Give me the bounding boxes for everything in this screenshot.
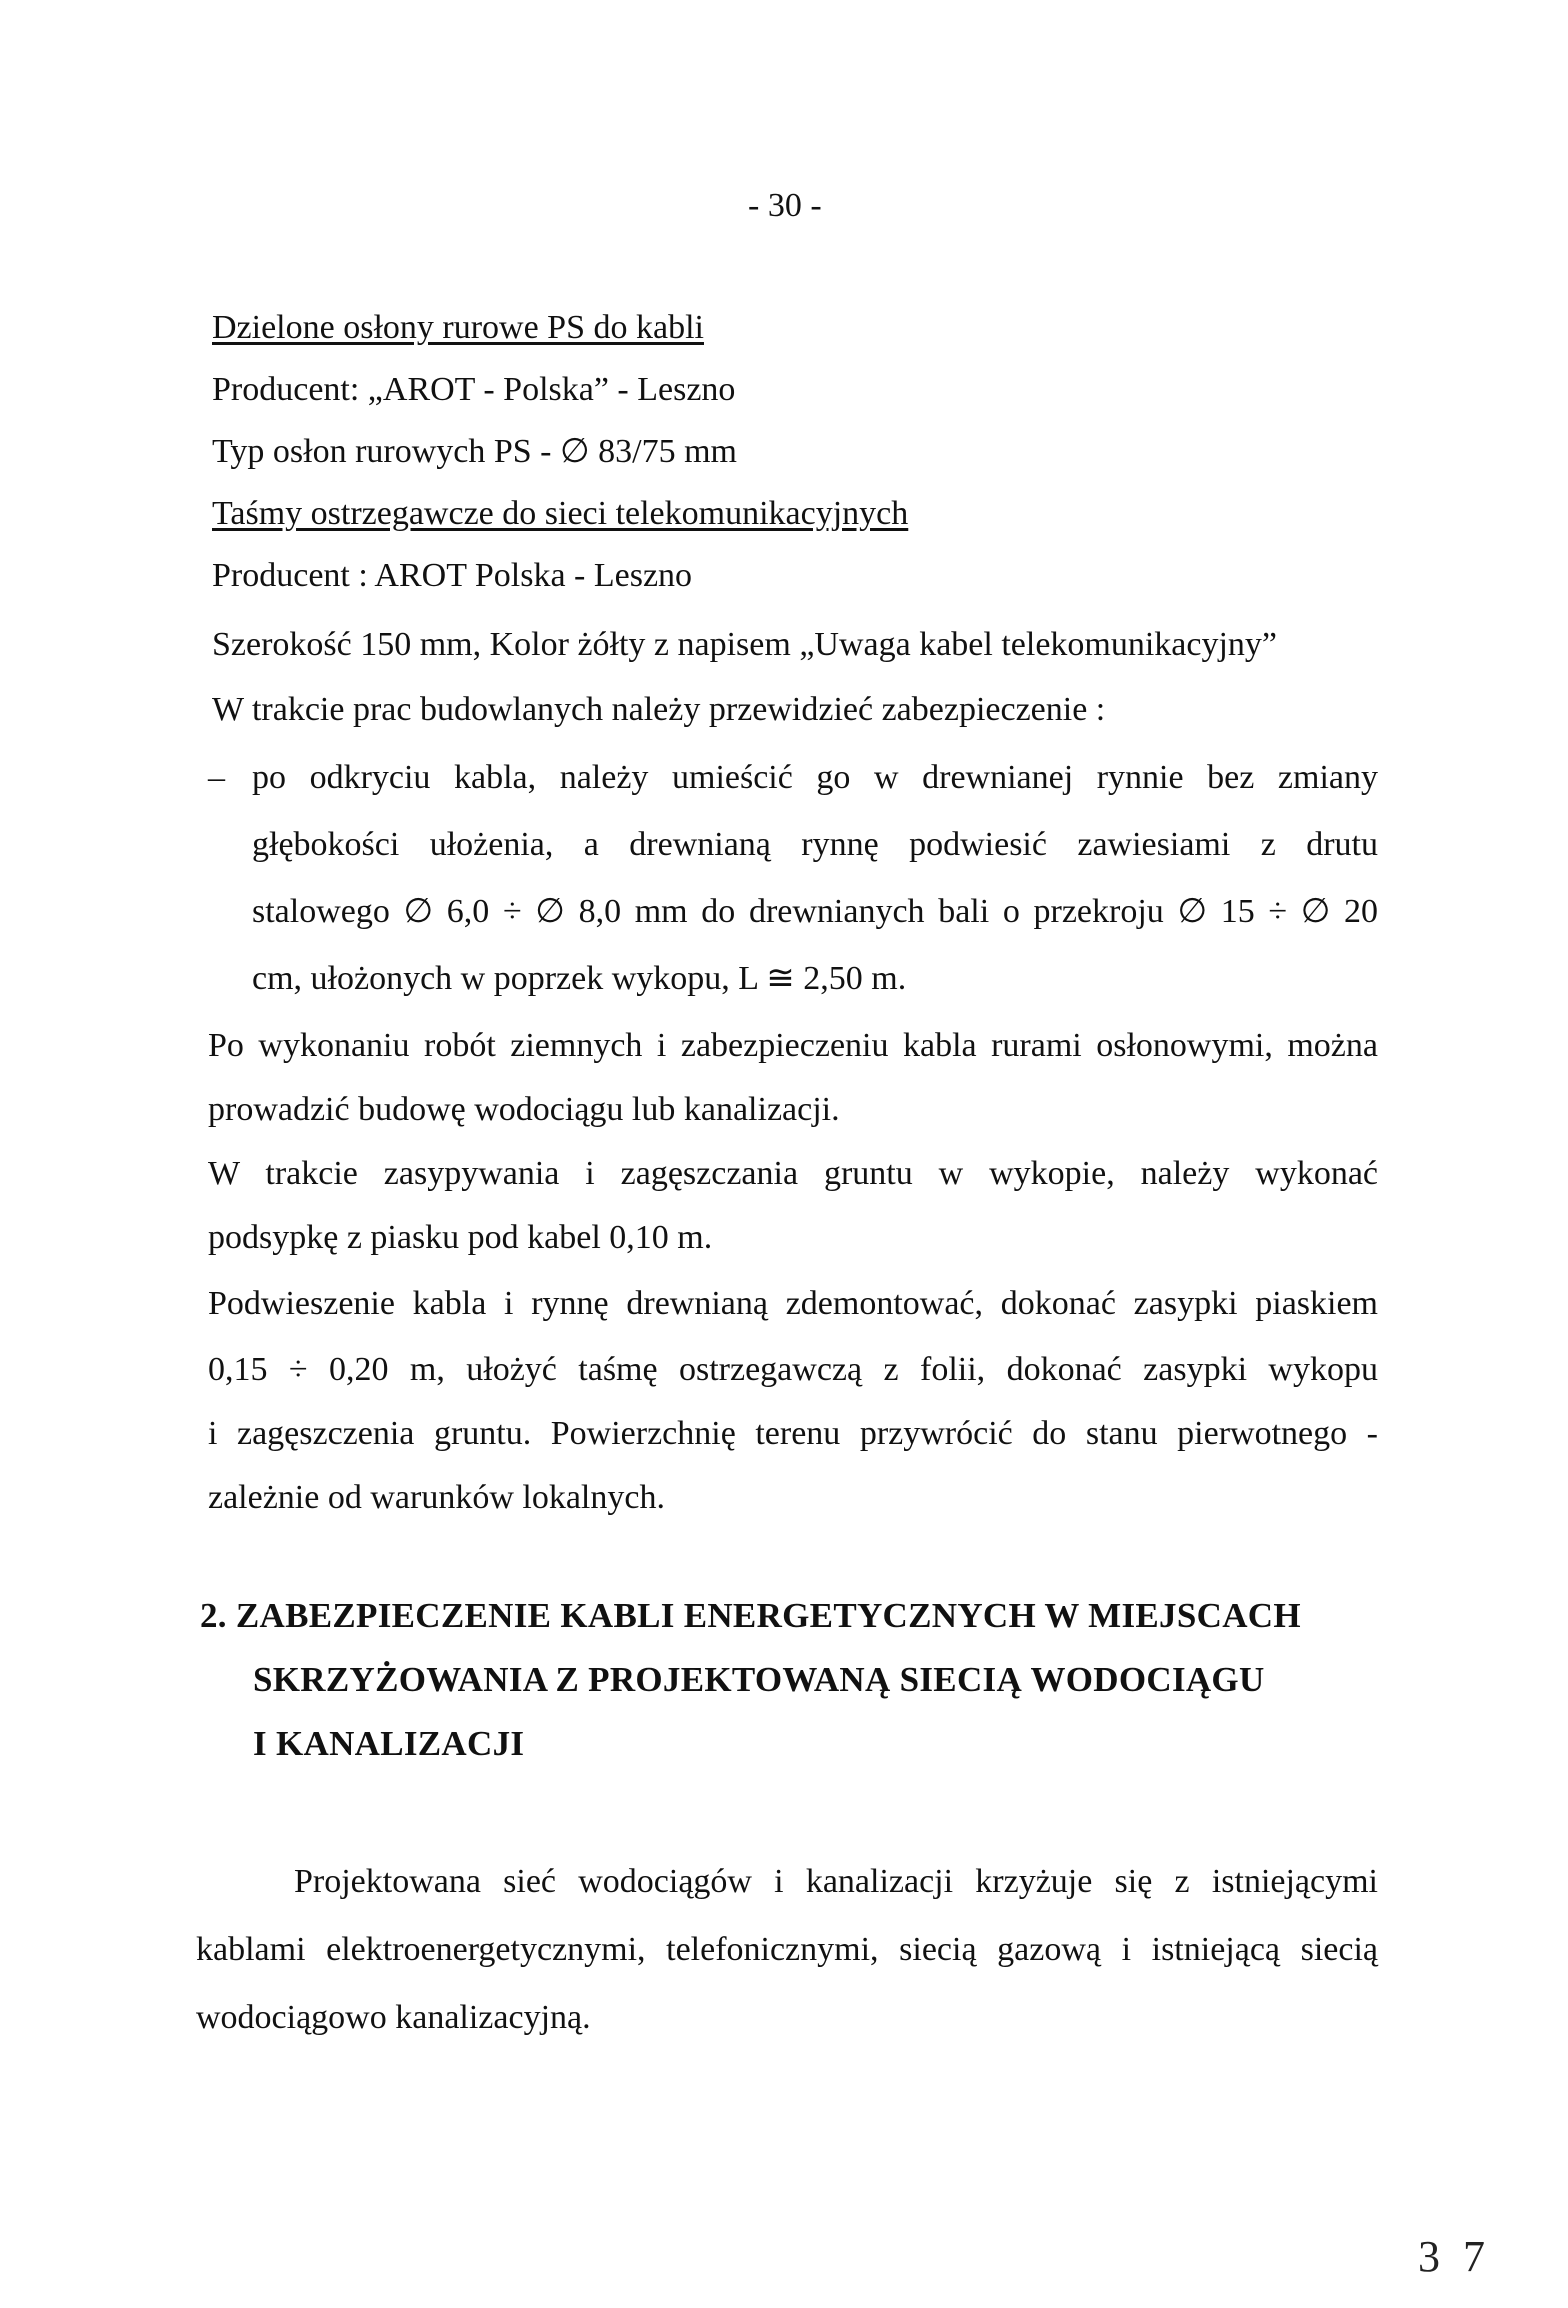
bullet-line-2: głębokości ułożenia, a drewnianą rynnę podwiesić zawiesiami z drutu <box>252 826 1378 863</box>
paragraph-3-line-1: Podwieszenie kabla i rynnę drewnianą zdemontować, dokonać zasypki piaskiem <box>208 1285 1378 1322</box>
section-2-heading-line-1: 2. ZABEZPIECZENIE KABLI ENERGETYCZNYCH W MIEJSCACH <box>200 1596 1301 1635</box>
corner-page-mark: 3 7 <box>1418 2232 1491 2281</box>
section-title-pipe-covers: Dzielone osłony rurowe PS do kabli <box>212 309 704 346</box>
section-2-paragraph-line-1: Projektowana sieć wodociągów i kanalizacji krzyżuje się z istniejącymi <box>294 1863 1378 1900</box>
bullet-line-3: stalowego ∅ 6,0 ÷ ∅ 8,0 mm do drewnianych bali o przekroju ∅ 15 ÷ ∅ 20 <box>252 893 1378 930</box>
pipe-type-line: Typ osłon rurowych PS - ∅ 83/75 mm <box>212 433 737 470</box>
paragraph-3-line-4: zależnie od warunków lokalnych. <box>208 1479 665 1516</box>
producer-line-2: Producent : AROT Polska - Leszno <box>212 557 693 594</box>
section-2-heading-line-3: I KANALIZACJI <box>253 1724 525 1763</box>
producer-line-1: Producent: „AROT - Polska” - Leszno <box>212 371 736 408</box>
paragraph-3-line-3: i zagęszczenia gruntu. Powierzchnię terenu przywrócić do stanu pierwotnego - <box>208 1415 1378 1452</box>
paragraph-1-line-1: Po wykonaniu robót ziemnych i zabezpieczeniu kabla rurami osłonowymi, można <box>208 1027 1378 1064</box>
intro-line: W trakcie prac budowlanych należy przewidzieć zabezpieczenie : <box>212 691 1106 728</box>
section-2-heading-line-2: SKRZYŻOWANIA Z PROJEKTOWANĄ SIECIĄ WODOCIĄGU <box>253 1660 1265 1699</box>
section-title-warning-tapes: Taśmy ostrzegawcze do sieci telekomunikacyjnych <box>212 495 909 532</box>
bullet-line-1: po odkryciu kabla, należy umieścić go w drewnianej rynnie bez zmiany <box>252 759 1378 796</box>
page-number: - 30 - <box>748 187 822 224</box>
width-color-line: Szerokość 150 mm, Kolor żółty z napisem „Uwaga kabel telekomunikacyjny” <box>212 626 1278 663</box>
paragraph-2-line-2: podsypkę z piasku pod kabel 0,10 m. <box>208 1219 713 1256</box>
bullet-line-4: cm, ułożonych w poprzek wykopu, L ≅ 2,50 m. <box>252 960 907 997</box>
paragraph-3-line-2: 0,15 ÷ 0,20 m, ułożyć taśmę ostrzegawczą z folii, dokonać zasypki wykopu <box>208 1351 1378 1388</box>
section-2-paragraph-line-3: wodociągowo kanalizacyjną. <box>196 1999 591 2036</box>
paragraph-2-line-1: W trakcie zasypywania i zagęszczania gruntu w wykopie, należy wykonać <box>208 1155 1378 1192</box>
paragraph-1-line-2: prowadzić budowę wodociągu lub kanalizacji. <box>208 1091 840 1128</box>
bullet-dash: – <box>208 759 225 796</box>
section-2-paragraph-line-2: kablami elektroenergetycznymi, telefonicznymi, siecią gazową i istniejącą siecią <box>196 1931 1378 1968</box>
